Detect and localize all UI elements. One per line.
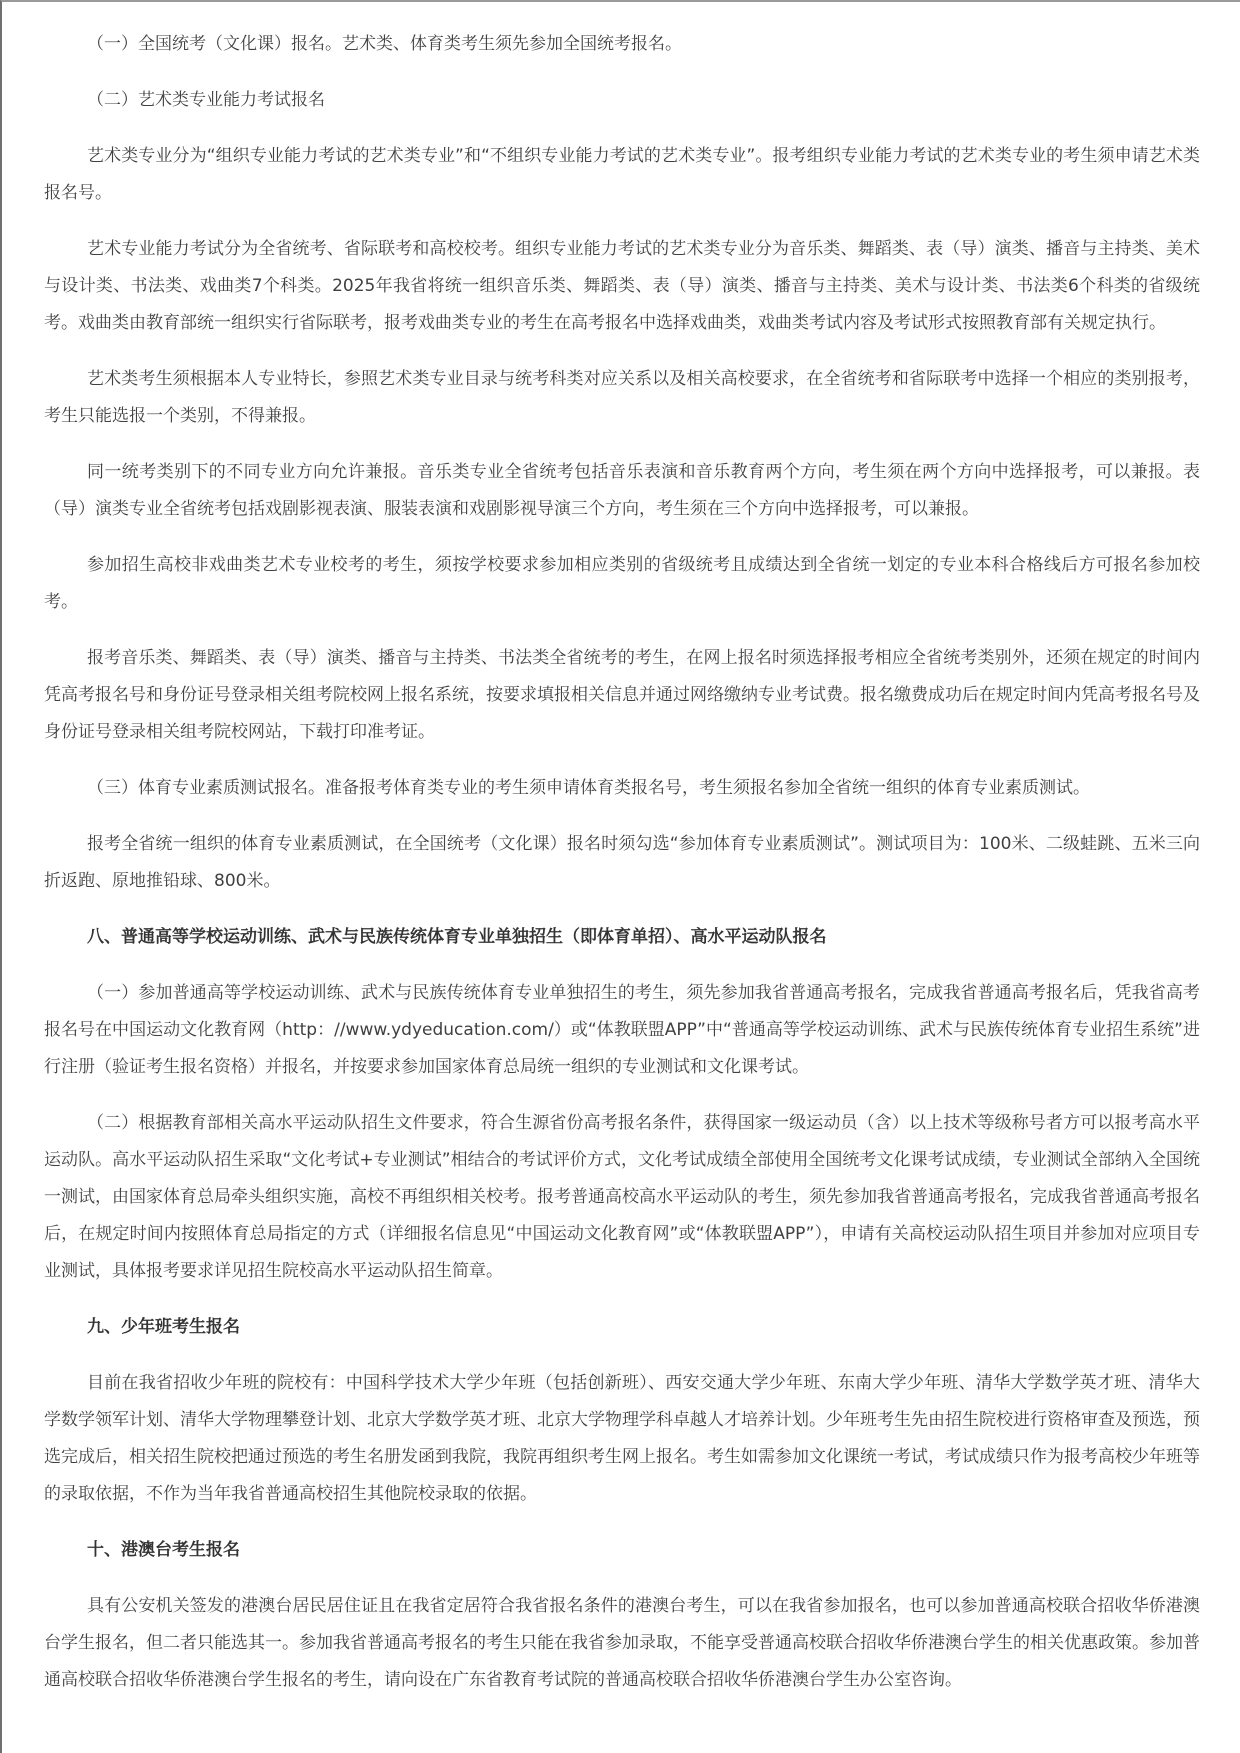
- paragraph: （二）根据教育部相关高水平运动队招生文件要求，符合生源省份高考报名条件，获得国家一级运动员（含）以上技术等级称号者方可以报考高水平运动队。高水平运动队招生采取“文化考试+专业测试”相结合的考试评价方式，文化考试成绩全部使用全国统考文化课考试成绩，专业测试全部纳入全国统一测试，由国家体育总局牵头组织实施，高校不再组织相关校考。报考普通高校高水平运动队的考生，须先参加我省普通高考报名，完成我省普通高考报名后，在规定时间内按照体育总局指定的方式（详细报名信息见“中国运动文化教育网”或“体教联盟APP”），申请有关高校运动队招生项目并参加对应项目专业测试，具体报考要求详见招生院校高水平运动队招生简章。: [44, 1113, 1200, 1281]
- paragraph: 参加招生高校非戏曲类艺术专业校考的考生，须按学校要求参加相应类别的省级统考且成绩达到全省统一划定的专业本科合格线后方可报名参加校考。: [44, 555, 1200, 612]
- section-heading-9: 九、少年班考生报名: [87, 1317, 240, 1337]
- paragraph: （一）全国统考（文化课）报名。艺术类、体育类考生须先参加全国统考报名。: [87, 34, 682, 54]
- paragraph: 报考全省统一组织的体育专业素质测试，在全国统考（文化课）报名时须勾选“参加体育专业素质测试”。测试项目为：100米、二级蛙跳、五米三向折返跑、原地推铅球、800米。: [44, 834, 1200, 891]
- paragraph: （三）体育专业素质测试报名。准备报考体育类专业的考生须申请体育类报名号，考生须报名参加全省统一组织的体育专业素质测试。: [87, 778, 1090, 798]
- paragraph: 报考音乐类、舞蹈类、表（导）演类、播音与主持类、书法类全省统考的考生，在网上报名时须选择报考相应全省统考类别外，还须在规定的时间内凭高考报名号和身份证号登录相关组考院校网上报名系统，按要求填报相关信息并通过网络缴纳专业考试费。报名缴费成功后在规定时间内凭高考报名号及身份证号登录相关组考院校网站，下载打印准考证。: [44, 648, 1200, 742]
- paragraph: （一）参加普通高等学校运动训练、武术与民族传统体育专业单独招生的考生，须先参加我省普通高考报名，完成我省普通高考报名后，凭我省高考报名号在中国运动文化教育网（http：//www.ydyeducation.com/）或“体教联盟APP”中“普通高等学校运动训练、武术与民族传统体育专业招生系统”进行注册（验证考生报名资格）并报名，并按要求参加国家体育总局统一组织的专业测试和文化课考试。: [44, 983, 1200, 1077]
- article-body: [2, 2, 1240, 1728]
- paragraph: 同一统考类别下的不同专业方向允许兼报。音乐类专业全省统考包括音乐表演和音乐教育两个方向，考生须在两个方向中选择报考，可以兼报。表（导）演类专业全省统考包括戏剧影视表演、服装表演和戏剧影视导演三个方向，考生须在三个方向中选择报考，可以兼报。: [44, 462, 1200, 519]
- paragraph: 艺术类考生须根据本人专业特长，参照艺术类专业目录与统考科类对应关系以及相关高校要求，在全省统考和省际联考中选择一个相应的类别报考，考生只能选报一个类别，不得兼报。: [44, 369, 1200, 426]
- paragraph: 艺术专业能力考试分为全省统考、省际联考和高校校考。组织专业能力考试的艺术类专业分为音乐类、舞蹈类、表（导）演类、播音与主持类、美术与设计类、书法类、戏曲类7个科类。2025年我省将统一组织音乐类、舞蹈类、表（导）演类、播音与主持类、美术与设计类、书法类6个科类的省级统考。戏曲类由教育部统一组织实行省际联考，报考戏曲类专业的考生在高考报名中选择戏曲类，戏曲类考试内容及考试形式按照教育部有关规定执行。: [44, 239, 1200, 333]
- paragraph: 艺术类专业分为“组织专业能力考试的艺术类专业”和“不组织专业能力考试的艺术类专业”。报考组织专业能力考试的艺术类专业的考生须申请艺术类报名号。: [44, 146, 1200, 203]
- section-heading-10: 十、港澳台考生报名: [87, 1540, 240, 1560]
- section-heading-8: 八、普通高等学校运动训练、武术与民族传统体育专业单独招生（即体育单招）、高水平运动队报名: [87, 927, 827, 947]
- paragraph: （二）艺术类专业能力考试报名: [87, 90, 325, 110]
- paragraph: 目前在我省招收少年班的院校有：中国科学技术大学少年班（包括创新班）、西安交通大学少年班、东南大学少年班、清华大学数学英才班、清华大学数学领军计划、清华大学物理攀登计划、北京大学数学英才班、北京大学物理学科卓越人才培养计划。少年班考生先由招生院校进行资格审查及预选，预选完成后，相关招生院校把通过预选的考生名册发函到我院，我院再组织考生网上报名。考生如需参加文化课统一考试，考试成绩只作为报考高校少年班等的录取依据，不作为当年我省普通高校招生其他院校录取的依据。: [44, 1373, 1200, 1504]
- paragraph: 具有公安机关签发的港澳台居民居住证且在我省定居符合我省报名条件的港澳台考生，可以在我省参加报名，也可以参加普通高校联合招收华侨港澳台学生报名，但二者只能选其一。参加我省普通高考报名的考生只能在我省参加录取，不能享受普通高校联合招收华侨港澳台学生的相关优惠政策。参加普通高校联合招收华侨港澳台学生报名的考生，请向设在广东省教育考试院的普通高校联合招收华侨港澳台学生办公室咨询。: [44, 1596, 1200, 1690]
